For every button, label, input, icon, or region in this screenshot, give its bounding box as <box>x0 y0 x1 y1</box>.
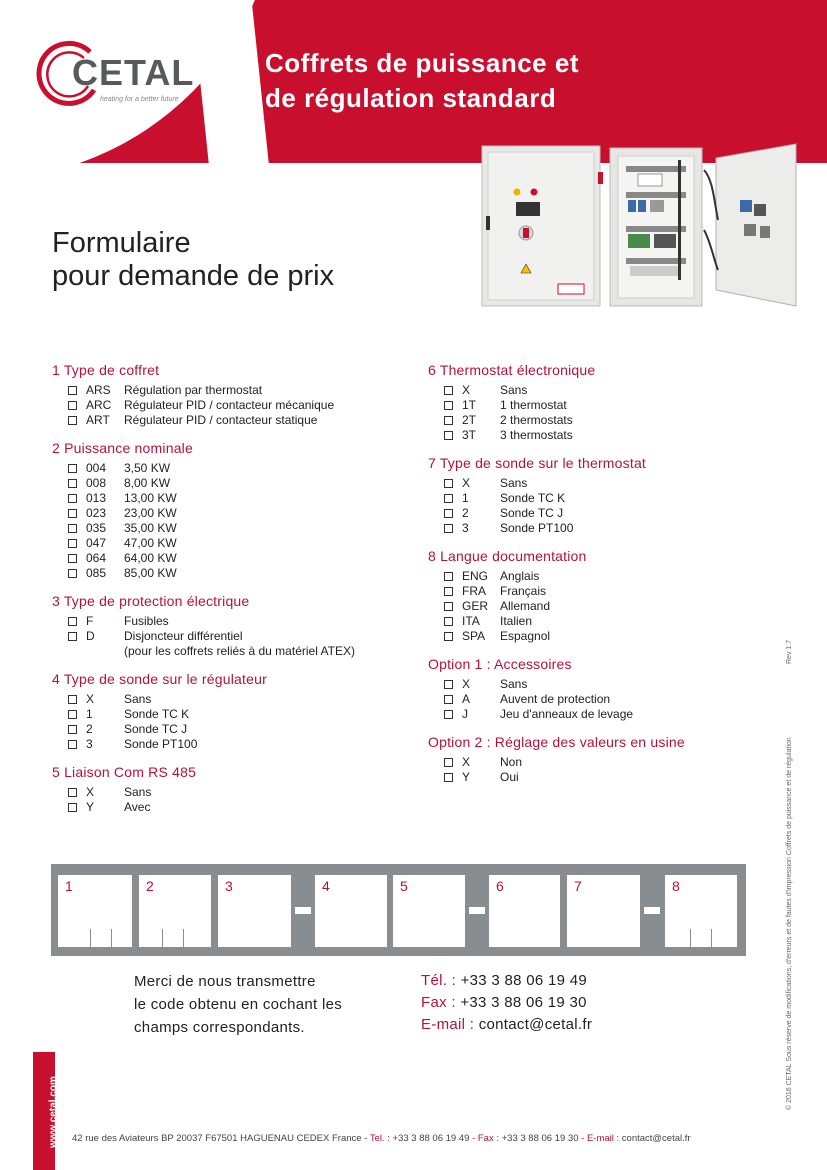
section-liaison-com <box>52 764 412 815</box>
option-code: A <box>462 692 471 706</box>
option-row <box>428 584 788 599</box>
checkbox[interactable] <box>68 695 77 704</box>
option-code: FRA <box>462 584 486 598</box>
checkbox[interactable] <box>444 587 453 596</box>
option-code: ITA <box>462 614 480 628</box>
option-code: 004 <box>86 461 107 475</box>
option-row <box>428 770 788 785</box>
checkbox[interactable] <box>68 740 77 749</box>
checkbox[interactable] <box>444 758 453 767</box>
option-row <box>428 491 788 506</box>
option-row <box>428 506 788 521</box>
code-grid <box>51 864 746 956</box>
option-row <box>52 800 412 815</box>
option-desc: Sans <box>500 476 528 490</box>
code-box-number: 3 <box>225 878 233 894</box>
option-desc: Fusibles <box>124 614 169 628</box>
option-desc: 13,00 KW <box>124 491 177 505</box>
section-puissance-nominale <box>52 440 412 581</box>
option-row <box>428 629 788 644</box>
option-code: 064 <box>86 551 107 565</box>
option-code: ARS <box>86 383 111 397</box>
option-desc: 2 thermostats <box>500 413 573 427</box>
option-desc: Espagnol <box>500 629 551 643</box>
code-box-number: 8 <box>672 878 680 894</box>
code-box-number: 7 <box>574 878 582 894</box>
code-box-6[interactable] <box>489 875 560 947</box>
option-code: 013 <box>86 491 107 505</box>
option-code: Y <box>462 770 471 784</box>
option-code: 035 <box>86 521 107 535</box>
option-code: 3 <box>462 521 469 535</box>
option-desc: 35,00 KW <box>124 521 177 535</box>
option-row <box>52 722 412 737</box>
code-box-number: 6 <box>496 878 504 894</box>
section-title: 1 Type de coffret <box>52 362 160 378</box>
option-desc: Régulateur PID / contacteur statique <box>124 413 318 427</box>
checkbox[interactable] <box>444 602 453 611</box>
option-desc: Sans <box>124 785 152 799</box>
option-row <box>52 506 412 521</box>
option-code: 085 <box>86 566 107 580</box>
option-row <box>52 614 412 629</box>
footer-tel-label: - Tel. : <box>364 1133 390 1144</box>
contact-fax <box>421 992 592 1014</box>
logo-wordmark: CETAL <box>72 52 195 93</box>
checkbox[interactable] <box>68 386 77 395</box>
code-box-5[interactable] <box>393 875 465 947</box>
right-column <box>428 362 788 797</box>
page-title-line2: de régulation standard <box>265 83 557 113</box>
option-row <box>52 536 412 551</box>
footer-fax: +33 3 88 06 19 30 <box>501 1133 579 1144</box>
form-title <box>52 227 334 293</box>
option-code: X <box>462 383 471 397</box>
option-desc: 47,00 KW <box>124 536 177 550</box>
checkbox[interactable] <box>444 710 453 719</box>
section-option-reglage <box>428 734 788 785</box>
section-title: 5 Liaison Com RS 485 <box>52 764 197 780</box>
option-desc: 23,00 KW <box>124 506 177 520</box>
code-separator-dash <box>295 907 311 914</box>
code-box-2[interactable] <box>139 875 211 947</box>
checkbox[interactable] <box>444 680 453 689</box>
form-title-line1: Formulaire <box>52 227 191 259</box>
checkbox[interactable] <box>68 509 77 518</box>
option-code: 3T <box>462 428 477 442</box>
contact-fax-value: +33 3 88 06 19 30 <box>460 994 587 1011</box>
checkbox[interactable] <box>68 569 77 578</box>
contact-email <box>421 1014 592 1036</box>
checkbox[interactable] <box>68 617 77 626</box>
checkbox[interactable] <box>68 803 77 812</box>
option-code: X <box>462 755 471 769</box>
option-row <box>52 629 412 644</box>
option-desc: Sans <box>500 383 528 397</box>
option-row <box>52 707 412 722</box>
option-desc: Sonde PT100 <box>124 737 198 751</box>
section-type-coffret <box>52 362 412 428</box>
page-title <box>265 46 685 116</box>
option-desc: 64,00 KW <box>124 551 177 565</box>
legal-side-text: © 2016 CETAL Sous réserve de modifications, d'erreurs et de fautes d'impression Coffrets de puissance et de régulation <box>786 737 793 1110</box>
revision-label: Rev 1.7 <box>786 639 793 664</box>
option-desc: Sonde TC K <box>500 491 566 505</box>
cabinets-photo <box>478 140 808 312</box>
option-code: 1T <box>462 398 477 412</box>
checkbox[interactable] <box>68 479 77 488</box>
code-box-divider <box>690 929 691 947</box>
option-code: 008 <box>86 476 107 490</box>
option-row <box>428 599 788 614</box>
left-column <box>52 362 412 827</box>
page-title-line1: Coffrets de puissance et <box>265 48 579 78</box>
section-title: 4 Type de sonde sur le régulateur <box>52 671 267 687</box>
code-box-divider <box>162 929 163 947</box>
option-desc: Sans <box>500 677 528 691</box>
checkbox[interactable] <box>444 617 453 626</box>
website-link[interactable]: www.cetal.com <box>48 1076 59 1148</box>
option-row <box>428 614 788 629</box>
section-langue-documentation <box>428 548 788 644</box>
option-note: (pour les coffrets reliés à du matériel ATEX) <box>124 644 355 658</box>
checkbox[interactable] <box>444 572 453 581</box>
option-desc: Italien <box>500 614 533 628</box>
option-row <box>428 383 788 398</box>
checkbox[interactable] <box>444 632 453 641</box>
instructions-line: le code obtenu en cochant les <box>134 996 343 1013</box>
checkbox[interactable] <box>444 386 453 395</box>
contact-email-link[interactable]: contact@cetal.fr <box>478 1016 593 1033</box>
option-desc: 3 thermostats <box>500 428 573 442</box>
checkbox[interactable] <box>444 695 453 704</box>
option-row <box>52 398 412 413</box>
instructions-text <box>134 970 342 1039</box>
code-box-7[interactable] <box>567 875 640 947</box>
option-row <box>428 413 788 428</box>
option-desc: 3,50 KW <box>124 461 171 475</box>
contact-tel-value[interactable]: +33 3 88 06 19 49 <box>460 972 588 989</box>
option-row <box>52 413 412 428</box>
checkbox[interactable] <box>68 401 77 410</box>
footer-fax-label: - Fax : <box>472 1133 499 1144</box>
checkbox[interactable] <box>444 431 453 440</box>
option-row <box>428 569 788 584</box>
section-title: 3 Type de protection électrique <box>52 593 250 609</box>
code-box-divider <box>111 929 112 947</box>
code-box-1[interactable] <box>58 875 132 947</box>
option-code: J <box>462 707 468 721</box>
option-desc: Auvent de protection <box>500 692 611 706</box>
checkbox[interactable] <box>444 479 453 488</box>
contact-block <box>421 970 592 1036</box>
checkbox[interactable] <box>68 464 77 473</box>
checkbox[interactable] <box>444 416 453 425</box>
code-box-number: 4 <box>322 878 330 894</box>
checkbox[interactable] <box>68 494 77 503</box>
option-code: 2T <box>462 413 477 427</box>
option-code: 2 <box>86 722 93 736</box>
contact-email-label: E-mail : <box>421 1016 475 1033</box>
option-row <box>52 461 412 476</box>
option-desc: Allemand <box>500 599 551 613</box>
option-desc: Sans <box>124 692 152 706</box>
option-code: SPA <box>462 629 486 643</box>
checkbox[interactable] <box>68 632 77 641</box>
option-row <box>428 428 788 443</box>
instructions-line: Merci de nous transmettre <box>134 973 316 990</box>
option-row <box>52 737 412 752</box>
option-code: X <box>86 785 95 799</box>
option-desc: Non <box>500 755 523 769</box>
footer-email-label: - E-mail : <box>581 1133 620 1144</box>
option-desc: Anglais <box>500 569 540 583</box>
code-box-divider <box>183 929 184 947</box>
option-row <box>52 476 412 491</box>
footer-address-text: 42 rue des Aviateurs BP 20037 F67501 HAGUENAU CEDEX France <box>72 1133 362 1144</box>
checkbox[interactable] <box>68 539 77 548</box>
code-box-number: 2 <box>146 878 154 894</box>
option-desc: Jeu d'anneaux de levage <box>500 707 634 721</box>
option-desc: Sonde TC K <box>124 707 190 721</box>
code-separator-dash <box>644 907 660 914</box>
checkbox[interactable] <box>68 788 77 797</box>
option-row <box>428 521 788 536</box>
option-row <box>52 692 412 707</box>
option-desc: Sonde PT100 <box>500 521 574 535</box>
option-row <box>52 491 412 506</box>
option-code: ARC <box>86 398 112 412</box>
section-title: Option 2 : Réglage des valeurs en usine <box>428 734 685 750</box>
option-code: 3 <box>86 737 93 751</box>
checkbox[interactable] <box>444 401 453 410</box>
option-code: ENG <box>462 569 489 583</box>
option-code: Y <box>86 800 95 814</box>
section-title: Option 1 : Accessoires <box>428 656 572 672</box>
code-box-number: 1 <box>65 878 73 894</box>
option-code: D <box>86 629 95 643</box>
option-code: X <box>462 677 471 691</box>
checkbox[interactable] <box>444 494 453 503</box>
option-code: ART <box>86 413 110 427</box>
section-title: 7 Type de sonde sur le thermostat <box>428 455 647 471</box>
option-row <box>428 755 788 770</box>
code-box-divider <box>711 929 712 947</box>
checkbox[interactable] <box>444 509 453 518</box>
option-desc: Régulateur PID / contacteur mécanique <box>124 398 335 412</box>
checkbox[interactable] <box>68 416 77 425</box>
option-code: X <box>86 692 95 706</box>
checkbox[interactable] <box>68 524 77 533</box>
form-title-line2: pour demande de prix <box>52 260 335 292</box>
option-row <box>52 785 412 800</box>
option-code: GER <box>462 599 489 613</box>
option-row <box>428 476 788 491</box>
contact-tel-label: Tél. : <box>421 972 457 989</box>
option-desc: 85,00 KW <box>124 566 177 580</box>
checkbox[interactable] <box>444 773 453 782</box>
checkbox[interactable] <box>68 710 77 719</box>
contact-tel <box>421 970 592 992</box>
option-code: 1 <box>86 707 93 721</box>
option-row <box>52 566 412 581</box>
logo-tagline: heating for a better future <box>100 96 179 103</box>
section-thermostat <box>428 362 788 443</box>
checkbox[interactable] <box>68 725 77 734</box>
code-box-3[interactable] <box>218 875 291 947</box>
option-row <box>428 677 788 692</box>
option-desc: Sonde TC J <box>124 722 188 736</box>
option-row <box>428 707 788 722</box>
option-row <box>428 692 788 707</box>
option-desc: 1 thermostat <box>500 398 567 412</box>
instructions-line: champs correspondants. <box>134 1019 305 1036</box>
option-code: 2 <box>462 506 469 520</box>
option-code: X <box>462 476 471 490</box>
footer-email[interactable]: contact@cetal.fr <box>621 1133 691 1144</box>
option-row <box>52 383 412 398</box>
option-code: 1 <box>462 491 469 505</box>
footer-address <box>72 1133 691 1144</box>
code-box-8[interactable] <box>665 875 737 947</box>
section-title: 2 Puissance nominale <box>52 440 193 456</box>
code-box-divider <box>90 929 91 947</box>
checkbox[interactable] <box>444 524 453 533</box>
option-desc: Avec <box>124 800 151 814</box>
option-desc: Sonde TC J <box>500 506 564 520</box>
option-desc: Oui <box>500 770 519 784</box>
option-desc: Régulation par thermostat <box>124 383 263 397</box>
option-desc: 8,00 KW <box>124 476 171 490</box>
option-row <box>52 521 412 536</box>
checkbox[interactable] <box>68 554 77 563</box>
option-note-row <box>52 644 412 659</box>
option-desc: Disjoncteur différentiel <box>124 629 243 643</box>
section-protection-electrique <box>52 593 412 659</box>
section-option-accessoires <box>428 656 788 722</box>
code-box-number: 5 <box>400 878 408 894</box>
section-title: 8 Langue documentation <box>428 548 587 564</box>
cetal-logo <box>34 38 194 108</box>
option-code: 047 <box>86 536 107 550</box>
option-code: F <box>86 614 94 628</box>
option-desc: Français <box>500 584 547 598</box>
code-box-4[interactable] <box>315 875 387 947</box>
code-separator-dash <box>469 907 485 914</box>
contact-fax-label: Fax : <box>421 994 456 1011</box>
option-code: 023 <box>86 506 107 520</box>
section-sonde-regulateur <box>52 671 412 752</box>
section-title: 6 Thermostat électronique <box>428 362 596 378</box>
option-row <box>428 398 788 413</box>
option-row <box>52 551 412 566</box>
footer-tel: +33 3 88 06 19 49 <box>392 1133 470 1144</box>
section-sonde-thermostat <box>428 455 788 536</box>
